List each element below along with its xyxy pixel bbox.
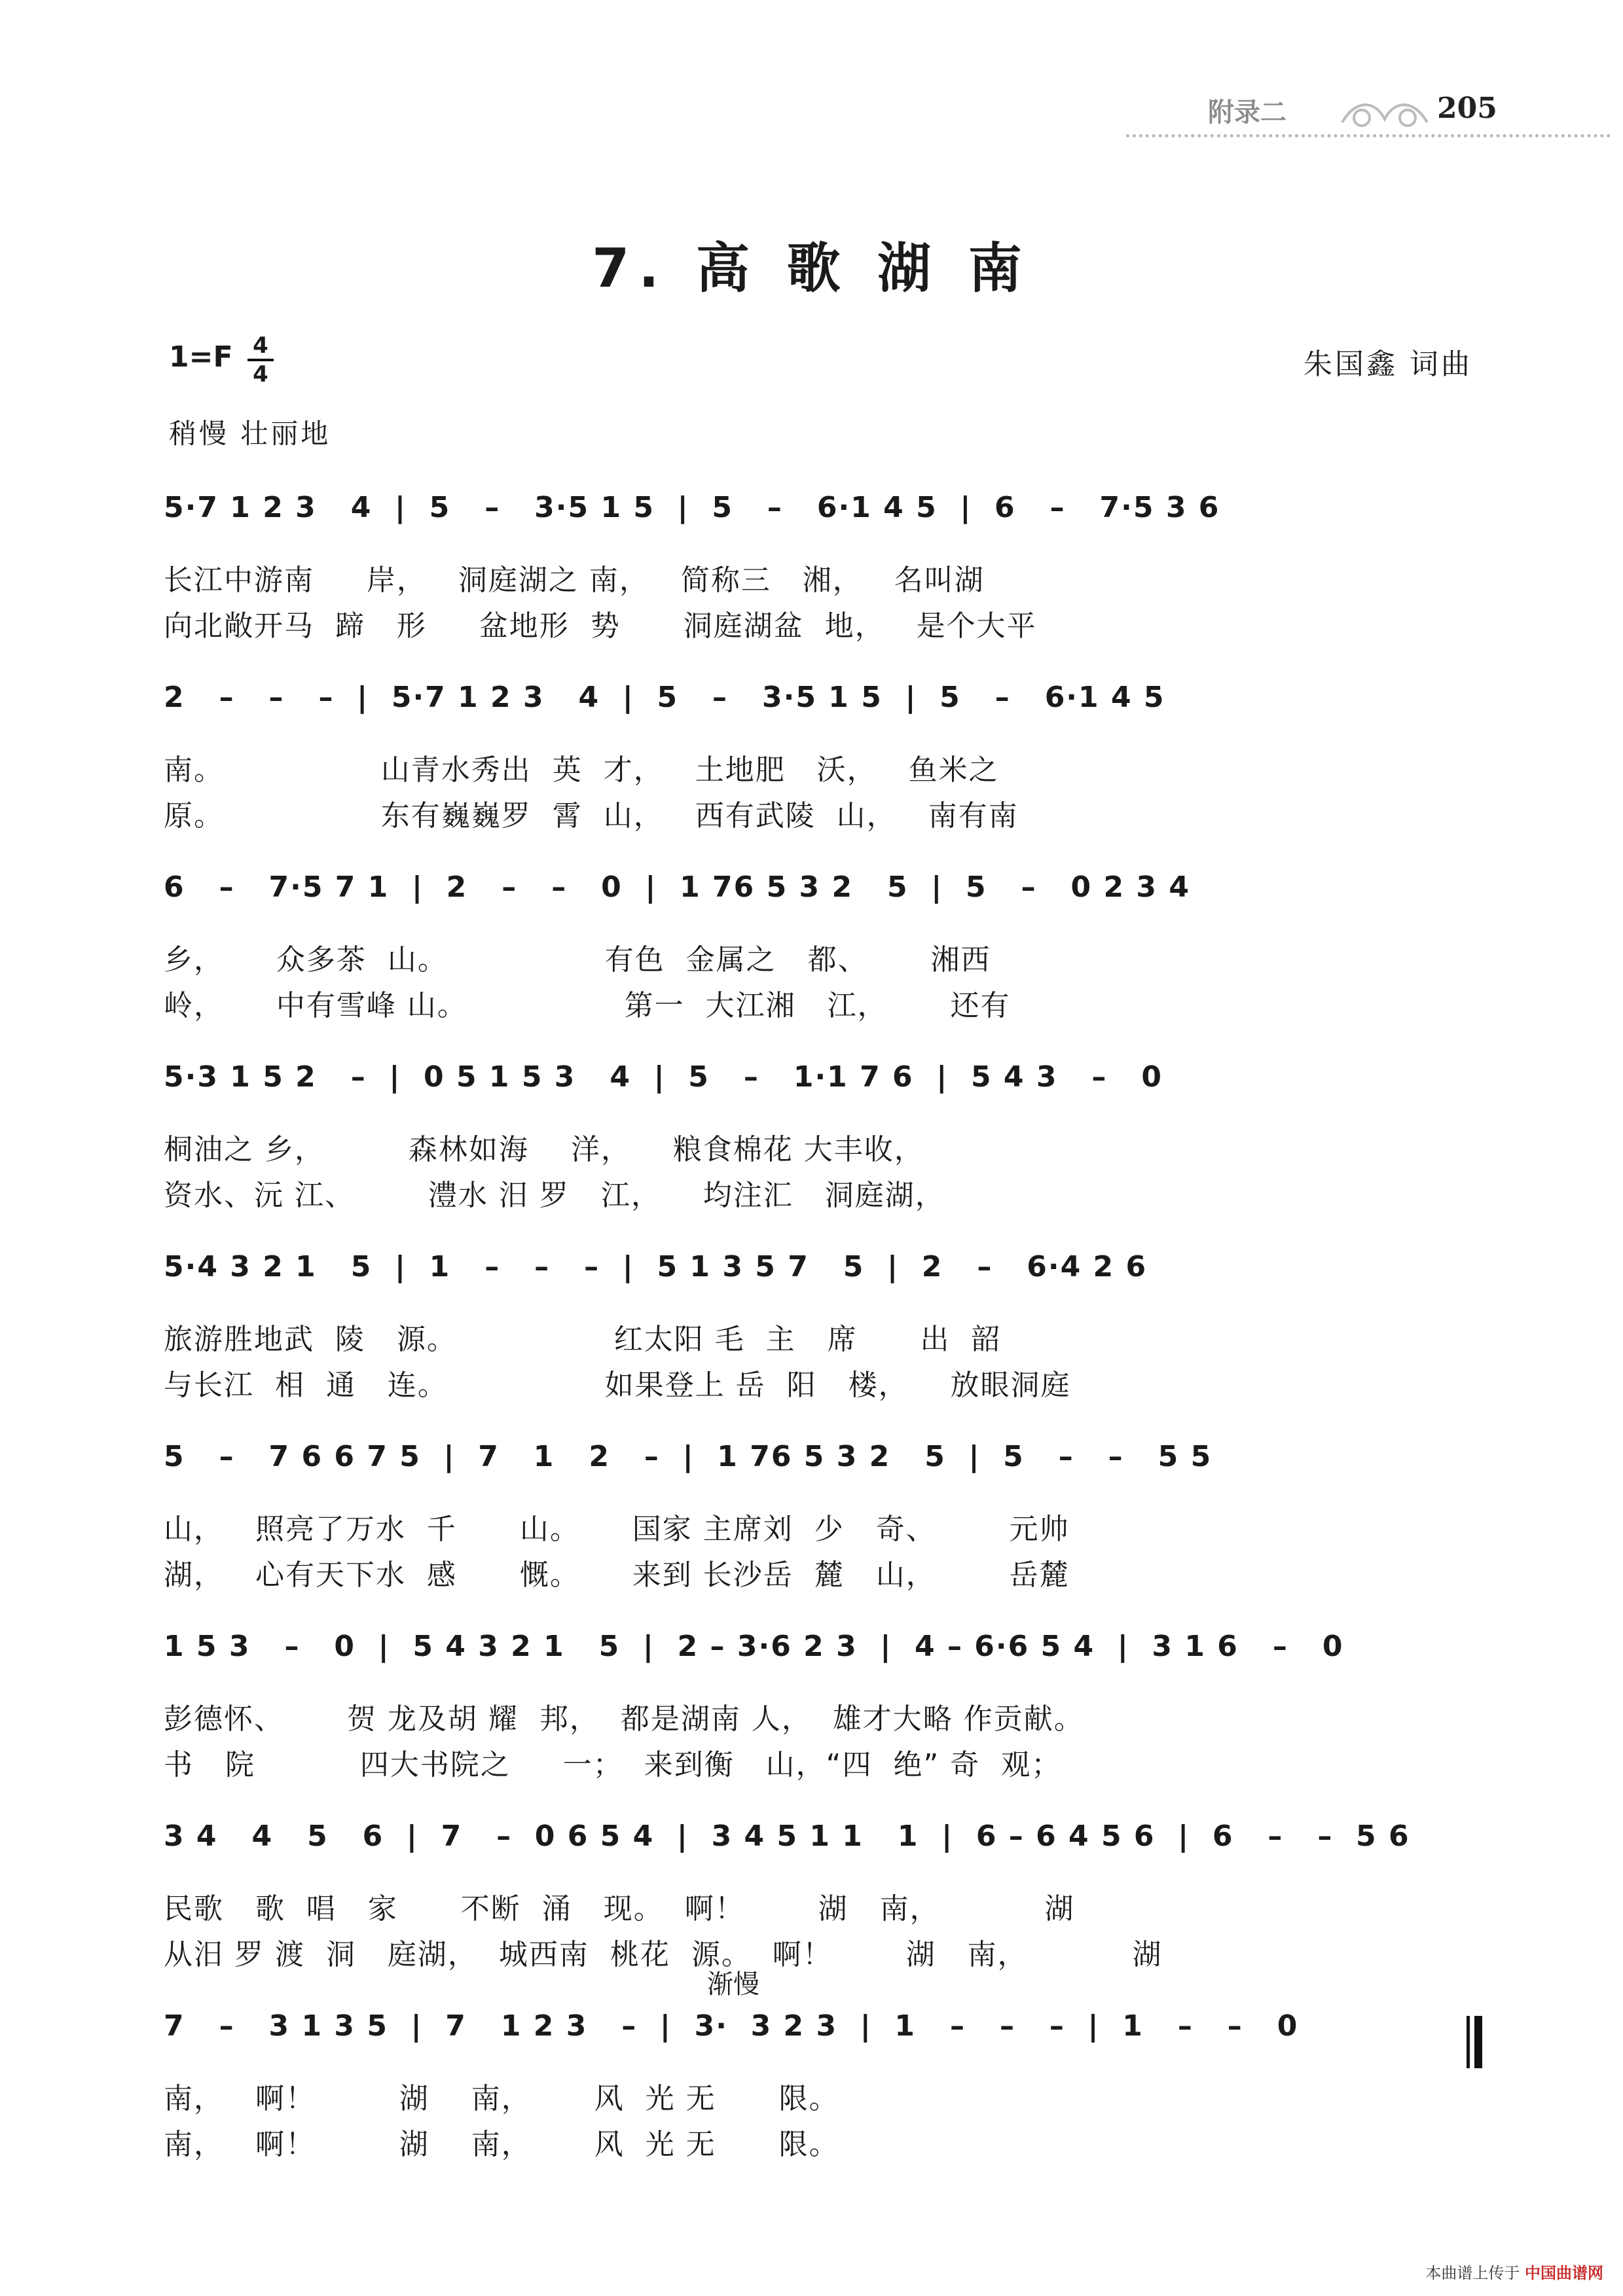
lyric-verse-2: 岭， 中有雪峰 山。 第一 大江湘 江， 还有 — [164, 989, 1011, 1022]
lyric-verse-1: 桐油之 乡， 森林如海 洋， 粮食棉花 大丰收， — [164, 1133, 924, 1166]
lyric-verse-2: 书 院 四大书院之 一； 来到衡 山，“四 绝” 奇 观； — [164, 1748, 1062, 1782]
notes-line: 1 5 3 – 0 | 5 4 3 2 1 5 | 2 – 3·6 2 3 | 4 – 6·6 5 4 | 3 1 6 – 0 — [164, 1630, 1344, 1663]
tempo-change-marking: 渐慢 — [707, 1969, 759, 2000]
score-system-3 — [164, 870, 1467, 1028]
lyric-verse-1: 旅游胜地武 陵 源。 红太阳 毛 主 席 出 韶 — [164, 1323, 1002, 1356]
lyric-verse-1: 南。 山青水秀出 英 才， 土地肥 沃， 鱼米之 — [164, 753, 999, 787]
score-system-6 — [164, 1440, 1467, 1597]
score-system-8 — [164, 1820, 1467, 1977]
lyric-verse-2: 与长江 相 通 连。 如果登上 岳 阳 楼， 放眼洞庭 — [164, 1369, 1071, 1402]
notes-line: 5 – 7 6 6 7 5 | 7 1 2 – | 1 76 5 3 2 5 | 5 – – 5 5 — [164, 1440, 1213, 1473]
lyric-verse-2: 从汨 罗 渡 洞 庭湖， 城西南 桃花 源。 啊！ 湖 南， 湖 — [164, 1938, 1163, 1971]
notes-line: 3 4 4 5 6 | 7 – 0 6 5 4 | 3 4 5 1 1 1 | 6 – 6 4 5 6 | 6 – – 5 6 — [164, 1820, 1410, 1853]
lyric-verse-1: 长江中游南 岸， 洞庭湖之 南， 简称三 湘， 名叫湖 — [164, 564, 985, 597]
lyric-verse-1: 彭德怀、 贺 龙及胡 耀 邦， 都是湖南 人， 雄才大略 作贡献。 — [164, 1702, 1084, 1736]
notes-line: 7 – 3 1 3 5 | 7 1 2 3 – | 3· 3 2 3 | 1 – – – | 1 – – 0 — [164, 2009, 1299, 2043]
page-number: 205 — [1437, 92, 1497, 125]
notes-line: 2 – – – | 5·7 1 2 3 4 | 5 – 3·5 1 5 | 5 – 6·1 4 5 — [164, 681, 1165, 714]
lyric-verse-1: 民歌 歌 唱 家 不断 涌 现。 啊！ 湖 南， 湖 — [164, 1892, 1075, 1926]
notes-line: 5·3 1 5 2 – | 0 5 1 5 3 4 | 5 – 1·1 7 6 | 5 4 3 – 0 — [164, 1060, 1163, 1094]
time-signature — [247, 332, 274, 387]
lyric-verse-1: 南， 啊！ 湖 南， 风 光 无 限。 — [164, 2082, 839, 2115]
lyric-verse-2: 资水、沅 江、 澧水 汨 罗 江， 均注汇 洞庭湖， — [164, 1179, 945, 1212]
score-system-7 — [164, 1630, 1467, 1787]
score-system-9 — [164, 2009, 1467, 2166]
notes-line: 5·4 3 2 1 5 | 1 – – – | 5 1 3 5 7 5 | 2 – 6·4 2 6 — [164, 1250, 1148, 1283]
score-system-2 — [164, 681, 1467, 838]
lyric-verse-1: 山， 照亮了万水 千 山。 国家 主席刘 少 奇、 元帅 — [164, 1513, 1070, 1546]
notes-line: 5·7 1 2 3 4 | 5 – 3·5 1 5 | 5 – 6·1 4 5 | 6 – 7·5 3 6 — [164, 491, 1220, 524]
footer-brand[interactable]: 中国曲谱网 — [1525, 2264, 1603, 2282]
lyric-verse-1: 乡， 众多茶 山。 有色 金属之 都、 湘西 — [164, 943, 991, 977]
lyric-verse-2: 湖， 心有天下水 感 慨。 来到 长沙岳 麓 山， 岳麓 — [164, 1558, 1070, 1592]
final-barline-thick — [1474, 2016, 1482, 2068]
song-title: 7. 高 歌 湖 南 — [592, 238, 1031, 300]
tempo-marking: 稍慢 壮丽地 — [169, 418, 331, 450]
key-signature: 1=F — [169, 340, 233, 374]
final-barline — [1467, 2016, 1470, 2068]
footer-credit — [1425, 2260, 1603, 2283]
score-system-4 — [164, 1060, 1467, 1217]
notes-line: 6 – 7·5 7 1 | 2 – – 0 | 1 76 5 3 2 5 | 5 – 0 2 3 4 — [164, 870, 1190, 904]
lyric-verse-2: 向北敞开马 蹄 形 盆地形 势 洞庭湖盆 地， 是个大平 — [164, 609, 1037, 643]
score-system-5 — [164, 1250, 1467, 1407]
header-section: 附录二 — [1208, 98, 1286, 128]
time-signature-bottom: 4 — [253, 361, 268, 387]
lyric-verse-2: 南， 啊！ 湖 南， 风 光 无 限。 — [164, 2128, 839, 2161]
score-system-1 — [164, 491, 1467, 648]
composer-credit: 朱国鑫 词曲 — [1304, 348, 1472, 381]
time-signature-top: 4 — [247, 332, 274, 361]
lyric-verse-2: 原。 东有巍巍罗 霄 山， 西有武陵 山， 南有南 — [164, 799, 1019, 833]
footer-prefix: 本曲谱上传于 — [1425, 2264, 1520, 2282]
ornament-icon — [1336, 93, 1434, 139]
